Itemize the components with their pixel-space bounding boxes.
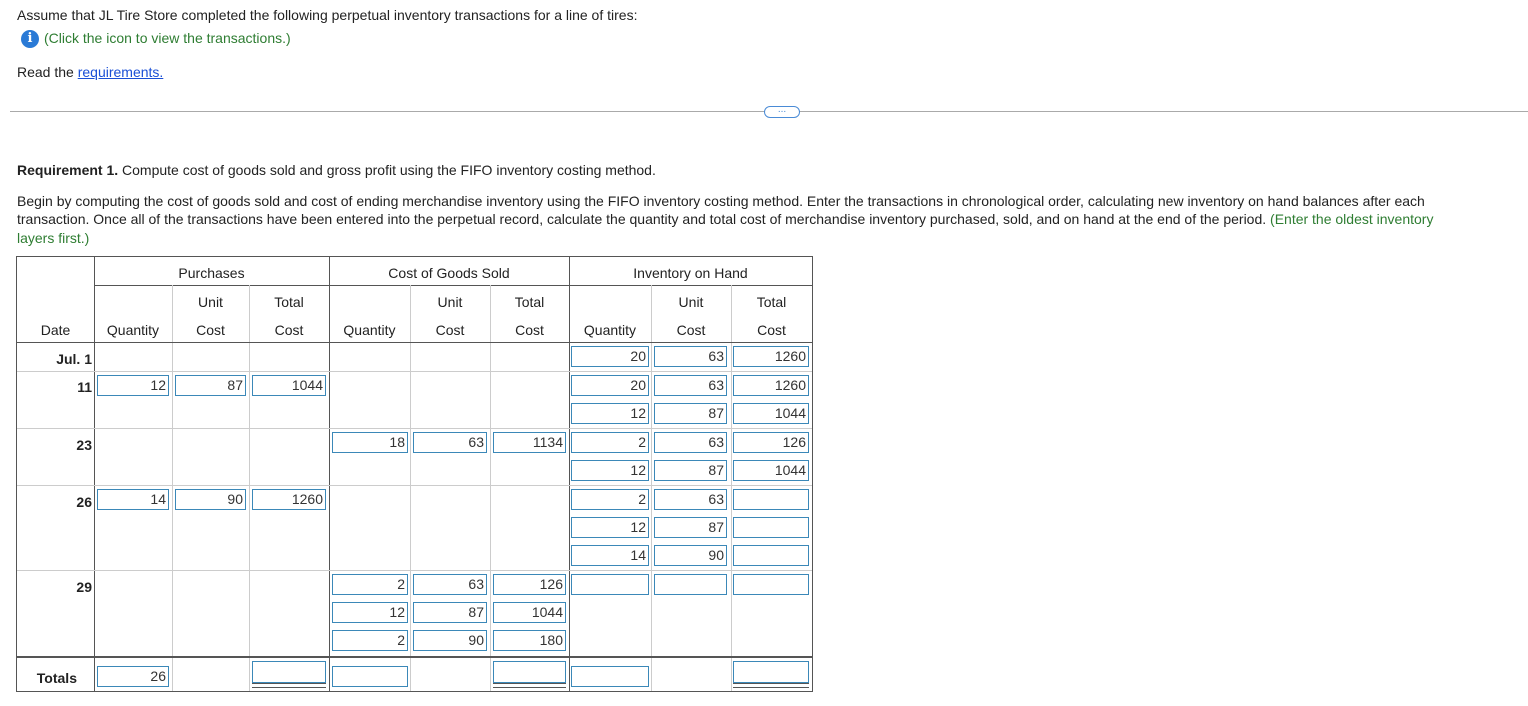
purch-qty-input[interactable]: 12 bbox=[97, 375, 169, 396]
header-quantity: Quantity bbox=[343, 322, 396, 338]
inv-unit-cost-input[interactable]: 63 bbox=[654, 432, 727, 453]
purch-qty-input[interactable]: 14 bbox=[97, 489, 169, 510]
requirement-title bbox=[17, 162, 656, 178]
header-cost: Cost bbox=[757, 322, 786, 338]
requirement-title-bold: Requirement 1. bbox=[17, 162, 119, 178]
cogs-qty-input[interactable]: 2 bbox=[332, 574, 408, 595]
cogs-total-cost-input[interactable]: 1134 bbox=[493, 432, 566, 453]
inv-qty-input[interactable]: 12 bbox=[571, 403, 649, 424]
inv-unit-cost-input[interactable]: 90 bbox=[654, 545, 727, 566]
perpetual-inventory-table bbox=[16, 256, 813, 692]
cogs-qty-input[interactable]: 12 bbox=[332, 602, 408, 623]
intro-text: Assume that JL Tire Store completed the following perpetual inventory transactions for a line of tires: bbox=[17, 7, 638, 23]
inv-qty-input[interactable]: 20 bbox=[571, 375, 649, 396]
header-unit: Unit bbox=[437, 294, 463, 310]
date-11: 11 bbox=[77, 379, 92, 395]
inv-unit-cost-input[interactable]: 87 bbox=[654, 403, 727, 424]
view-transactions-link[interactable]: (Click the icon to view the transactions.) bbox=[44, 30, 291, 46]
cogs-total-cost-input[interactable]: 1044 bbox=[493, 602, 566, 623]
header-purchases: Purchases bbox=[178, 265, 245, 281]
cogs-total-cost-input[interactable]: 180 bbox=[493, 630, 566, 651]
purch-total-cost-input[interactable]: 1044 bbox=[252, 375, 326, 396]
header-cost: Cost bbox=[676, 322, 706, 338]
requirements-link[interactable]: requirements. bbox=[77, 64, 164, 80]
header-total: Total bbox=[514, 294, 545, 310]
inv-total-cost-input[interactable]: 126 bbox=[733, 432, 809, 453]
header-cost: Cost bbox=[196, 322, 225, 338]
inv-qty-input[interactable] bbox=[571, 574, 649, 595]
header-cost: Cost bbox=[515, 322, 544, 338]
info-icon[interactable]: i bbox=[21, 30, 39, 48]
instructions-line2-plain: transaction. Once all of the transactions have been entered into the perpetual record, calculate the quantity and total cost of merchandise inventory purchased, sold, and on hand at the end of the period. bbox=[17, 211, 1267, 227]
header-total: Total bbox=[274, 294, 304, 310]
inv-qty-input[interactable]: 2 bbox=[571, 432, 649, 453]
header-cogs: Cost of Goods Sold bbox=[388, 265, 510, 281]
cogs-unit-cost-input[interactable]: 63 bbox=[413, 432, 487, 453]
read-prefix: Read the bbox=[17, 64, 78, 80]
date-jul-1: Jul. 1 bbox=[56, 351, 92, 367]
cogs-qty-input[interactable]: 18 bbox=[332, 432, 408, 453]
inv-total-cost-input[interactable]: 1044 bbox=[733, 403, 809, 424]
cogs-unit-cost-input[interactable]: 90 bbox=[413, 630, 487, 651]
purch-unit-cost-input[interactable]: 87 bbox=[175, 375, 246, 396]
inv-unit-cost-input[interactable]: 87 bbox=[654, 460, 727, 481]
cogs-unit-cost-input[interactable]: 87 bbox=[413, 602, 487, 623]
group-header-line bbox=[94, 285, 812, 286]
inv-total-cost-input[interactable]: 1044 bbox=[733, 460, 809, 481]
inv-unit-cost-input[interactable]: 63 bbox=[654, 346, 727, 367]
header-inventory-on-hand: Inventory on Hand bbox=[633, 265, 748, 281]
header-cost: Cost bbox=[435, 322, 465, 338]
header-unit: Unit bbox=[678, 294, 704, 310]
instructions-line2 bbox=[17, 211, 1433, 227]
date-26: 26 bbox=[76, 494, 92, 510]
totals-inv-total-input[interactable] bbox=[733, 661, 809, 683]
purch-total-cost-input[interactable]: 1260 bbox=[252, 489, 326, 510]
totals-purch-qty-input[interactable]: 26 bbox=[97, 666, 169, 687]
more-button[interactable]: ... bbox=[764, 106, 800, 118]
header-date: Date bbox=[40, 322, 71, 338]
totals-label: Totals bbox=[36, 670, 77, 686]
header-cost: Cost bbox=[274, 322, 304, 338]
date-23: 23 bbox=[76, 437, 92, 453]
inv-unit-cost-input[interactable]: 63 bbox=[654, 489, 727, 510]
inv-qty-input[interactable]: 12 bbox=[571, 517, 649, 538]
instructions-line2-green: (Enter the oldest inventory bbox=[1270, 211, 1434, 227]
inv-qty-input[interactable]: 12 bbox=[571, 460, 649, 481]
inv-unit-cost-input[interactable]: 87 bbox=[654, 517, 727, 538]
requirement-title-rest: Compute cost of goods sold and gross profit using the FIFO inventory costing method. bbox=[118, 162, 656, 178]
header-total: Total bbox=[756, 294, 787, 310]
instructions-line3: layers first.) bbox=[17, 230, 90, 246]
inv-qty-input[interactable]: 14 bbox=[571, 545, 649, 566]
inv-total-cost-input[interactable] bbox=[733, 545, 809, 566]
read-requirements-text bbox=[17, 64, 163, 80]
cogs-unit-cost-input[interactable]: 63 bbox=[413, 574, 487, 595]
inv-total-cost-input[interactable] bbox=[733, 517, 809, 538]
inv-unit-cost-input[interactable]: 63 bbox=[654, 375, 727, 396]
cogs-qty-input[interactable]: 2 bbox=[332, 630, 408, 651]
inv-qty-input[interactable]: 2 bbox=[571, 489, 649, 510]
date-29: 29 bbox=[76, 579, 92, 595]
inv-qty-input[interactable]: 20 bbox=[571, 346, 649, 367]
header-quantity: Quantity bbox=[106, 322, 160, 338]
purch-unit-cost-input[interactable]: 90 bbox=[175, 489, 246, 510]
totals-cogs-qty-input[interactable] bbox=[332, 666, 408, 687]
totals-purch-total-input[interactable] bbox=[252, 661, 326, 683]
inv-total-cost-input[interactable] bbox=[733, 574, 809, 595]
header-unit: Unit bbox=[198, 294, 223, 310]
totals-cogs-total-input[interactable] bbox=[493, 661, 566, 683]
inv-total-cost-input[interactable]: 1260 bbox=[733, 346, 809, 367]
inv-total-cost-input[interactable] bbox=[733, 489, 809, 510]
totals-inv-qty-input[interactable] bbox=[571, 666, 649, 687]
instructions-line1: Begin by computing the cost of goods sold and cost of ending merchandise inventory using the FIFO inventory costing method. Enter the transactions in chronological order, calculating new inventory on hand balances after each bbox=[17, 193, 1425, 209]
header-quantity: Quantity bbox=[583, 322, 637, 338]
cogs-total-cost-input[interactable]: 126 bbox=[493, 574, 566, 595]
inv-unit-cost-input[interactable] bbox=[654, 574, 727, 595]
inv-total-cost-input[interactable]: 1260 bbox=[733, 375, 809, 396]
